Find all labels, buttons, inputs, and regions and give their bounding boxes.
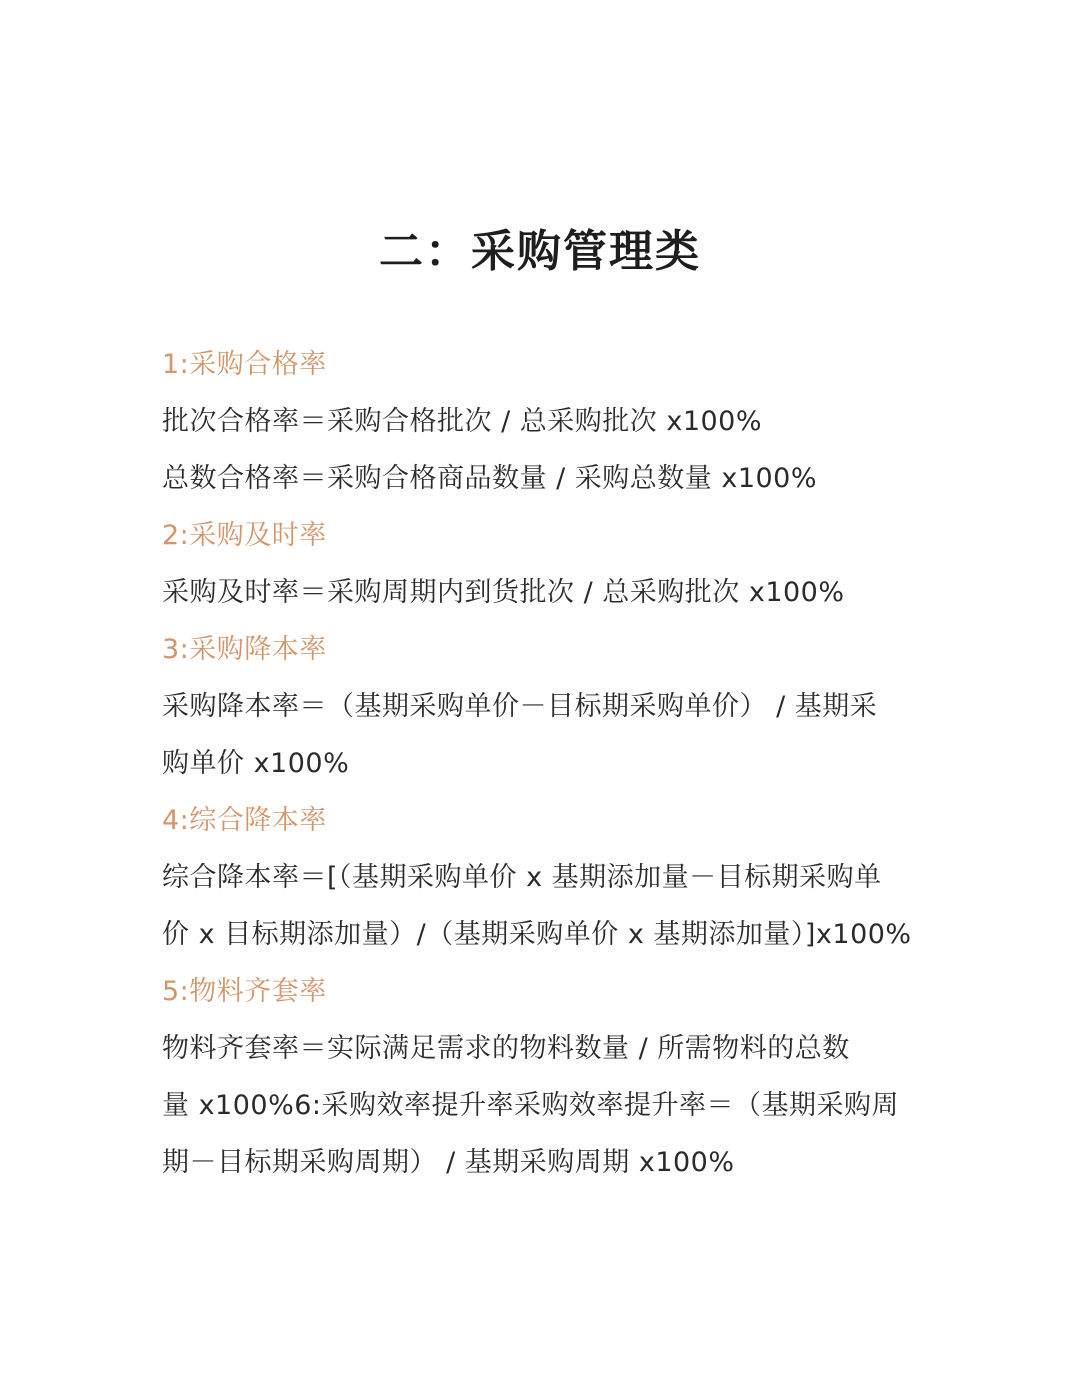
formula-cost-reduction-rate-line2: 购单价 x100% bbox=[162, 748, 350, 779]
section-heading-qualification-rate: 1:采购合格率 bbox=[162, 349, 327, 380]
formula-comprehensive-cost-reduction-line2: 价 x 目标期添加量）/（基期采购单价 x 基期添加量）]x100% bbox=[162, 919, 912, 950]
formula-batch-qualification-rate: 批次合格率＝采购合格批次 / 总采购批次 x100% bbox=[162, 406, 763, 437]
formula-list bbox=[162, 336, 922, 1191]
section-heading-material-kitting-rate: 5:物料齐套率 bbox=[162, 976, 327, 1007]
section-heading-comprehensive-cost-reduction: 4:综合降本率 bbox=[162, 805, 327, 836]
formula-efficiency-improvement-line3: 期－目标期采购周期） / 基期采购周期 x100% bbox=[162, 1147, 735, 1178]
formula-material-kitting-rate-line2: 量 x100%6:采购效率提升率采购效率提升率＝（基期采购周 bbox=[162, 1090, 900, 1121]
section-heading-cost-reduction-rate: 3:采购降本率 bbox=[162, 634, 327, 665]
formula-timeliness-rate: 采购及时率＝采购周期内到货批次 / 总采购批次 x100% bbox=[162, 577, 845, 608]
formula-material-kitting-rate-line1: 物料齐套率＝实际满足需求的物料数量 / 所需物料的总数 bbox=[162, 1033, 850, 1064]
section-heading-timeliness-rate: 2:采购及时率 bbox=[162, 520, 327, 551]
page-title: 二：采购管理类 bbox=[379, 226, 701, 277]
formula-quantity-qualification-rate: 总数合格率＝采购合格商品数量 / 采购总数量 x100% bbox=[162, 463, 818, 494]
formula-cost-reduction-rate-line1: 采购降本率＝（基期采购单价－目标期采购单价） / 基期采 bbox=[162, 691, 878, 722]
formula-comprehensive-cost-reduction-line1: 综合降本率＝[（基期采购单价 x 基期添加量－目标期采购单 bbox=[162, 862, 882, 893]
